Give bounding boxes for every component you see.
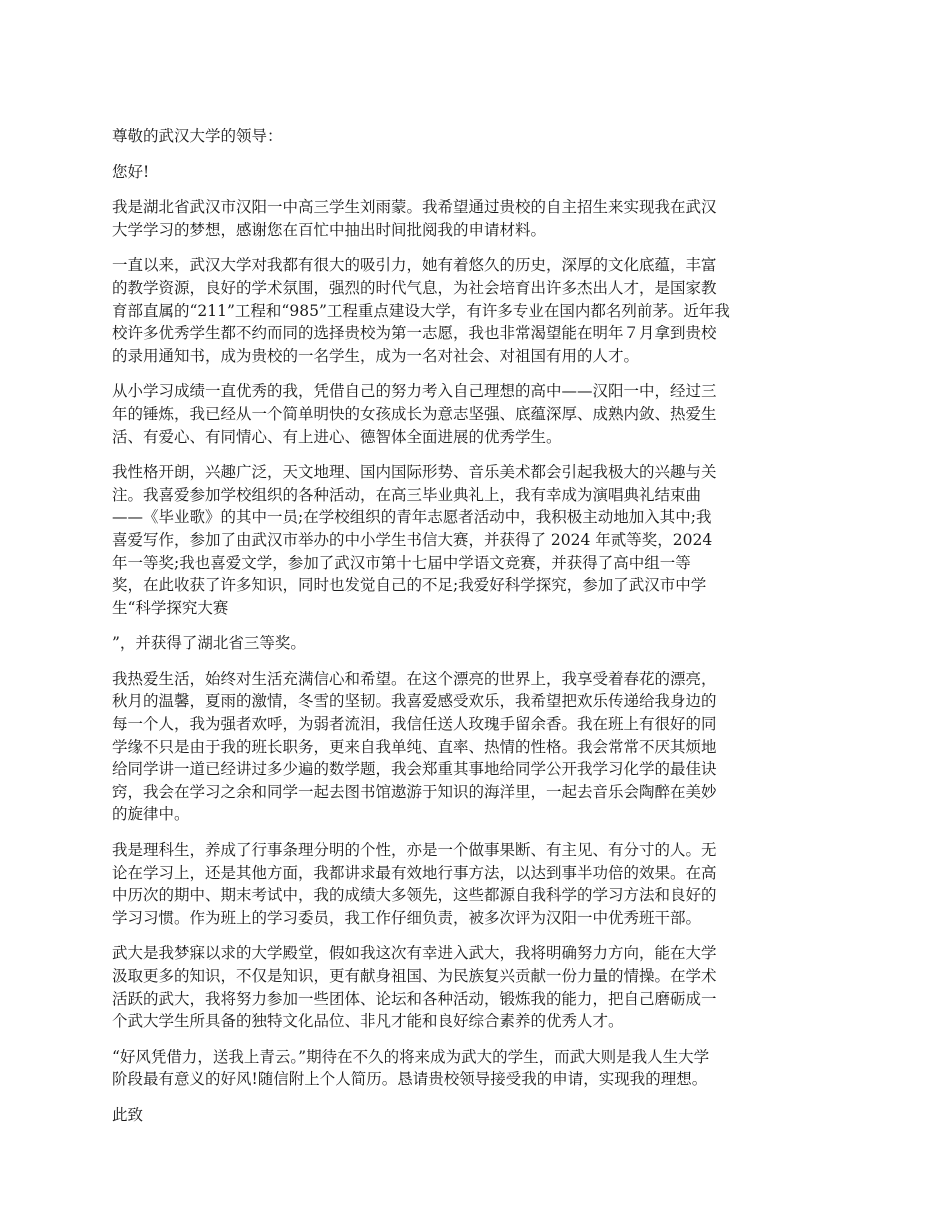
paragraph: “好风凭借力，送我上青云。”期待在不久的将来成为武大的学生，而武大则是我人生大学 阶段最有意义的好风!随信附上个人简历。恳请贵校领导接受我的申请，实现我的理想。: [112, 1047, 710, 1089]
paragraph: 我热爱生活，始终对生活充满信心和希望。在这个漂亮的世界上，我享受着春花的漂亮， 秋月的温馨，夏雨的激情，冬雪的坚韧。我喜爱感受欢乐，我希望把欢乐传递给我身边的 每一个人，我为强者欢呼，为弱者流泪，我信任送人玫瑰手留余香。我在班上有很好的同 学缘不只是由于我的班长职务，更来自我单纯、直率、热情的性格。我会常常不厌其烦地 给同学讲一道已经讲过多少遍的数学题，我会郑重其事地给同学公开我学习化学的最佳诀 窍，我会在学习之余和同学一起去图书馆遨游于知识的海洋里，一起去音乐会陶醉在美妙 的旋律中。: [112, 669, 717, 824]
salutation: 尊敬的武汉大学的领导：: [112, 127, 283, 145]
paragraph: 武大是我梦寐以求的大学殿堂，假如我这次有幸进入武大，我将明确努力方向，能在大学 汲取更多的知识，不仅是知识，更有献身祖国、为民族复兴贡献一份力量的情操。在学术 活跃的武大，我将努力参加一些团体、论坛和各种活动，锻炼我的能力，把自己磨砺成一 个武大学生所具备的独特文化品位、非凡才能和良好综合素养的优秀人才。: [112, 944, 717, 1031]
paragraph: 一直以来，武汉大学对我都有很大的吸引力，她有着悠久的历史，深厚的文化底蕴，丰富 的教学资源，良好的学术氛围，强烈的时代气息，为社会培育出许多杰出人才，是国家教 育部直属的“211”工程和“985”工程重点建设大学，有许多专业在国内都名列前茅。近年我 校许多优秀学生都不约而同的选择贵校为第一志愿，我也非常渴望能在明年７月拿到贵校 的录用通知书，成为贵校的一名学生，成为一名对社会、对祖国有用的人才。: [112, 256, 730, 365]
paragraph: 我是理科生，养成了行事条理分明的个性，亦是一个做事果断、有主见、有分寸的人。无 论在学习上，还是其他方面，我都讲求最有效地行事方法，以达到事半功倍的效果。在高 中历次的期中、期末考试中，我的成绩大多领先，这些都源自我科学的学习方法和良好的 学习习惯。作为班上的学习委员，我工作仔细负责，被多次评为汉阳一中优秀班干部。: [112, 841, 717, 927]
greeting: 您好!: [112, 162, 150, 181]
paragraph: 我是湖北省武汉市汉阳一中高三学生刘雨蒙。我希望通过贵校的自主招生来实现我在武汉 大学学习的梦想，感谢您在百忙中抽出时间批阅我的申请材料。: [112, 198, 717, 239]
letter-body: [112, 125, 847, 1140]
paragraph: 从小学习成绩一直优秀的我，凭借自己的努力考入自己理想的高中——汉阳一中，经过三 年的锤炼，我已经从一个简单明快的女孩成长为意志坚强、底蕴深厚、成熟内敛、热爱生 活、有爱心、有同情心、有上进心、德智体全面进展的优秀学生。: [112, 382, 717, 446]
paragraph: 我性格开朗，兴趣广泛，天文地理、国内国际形势、音乐美术都会引起我极大的兴趣与关 注。我喜爱参加学校组织的各种活动，在高三毕业典礼上，我有幸成为演唱典礼结束曲 ——《毕业歌》的其中一员;在学校组织的青年志愿者活动中，我积极主动地加入其中;我 喜爱写作，参加了由武汉市举办的中小学生书信大赛，并获得了 2024 年贰等奖，2024 年一等奖;我也喜爱文学，参加了武汉市第十七届中学语文竞赛，并获得了高中组一等 奖，在此收获了许多知识，同时也发觉自己的不足;我爱好科学探究，参加了武汉市中学 生“科学探究大赛: [112, 463, 717, 617]
closing: 此致: [112, 1105, 144, 1124]
paragraph: ”，并获得了湖北省三等奖。: [112, 634, 306, 653]
